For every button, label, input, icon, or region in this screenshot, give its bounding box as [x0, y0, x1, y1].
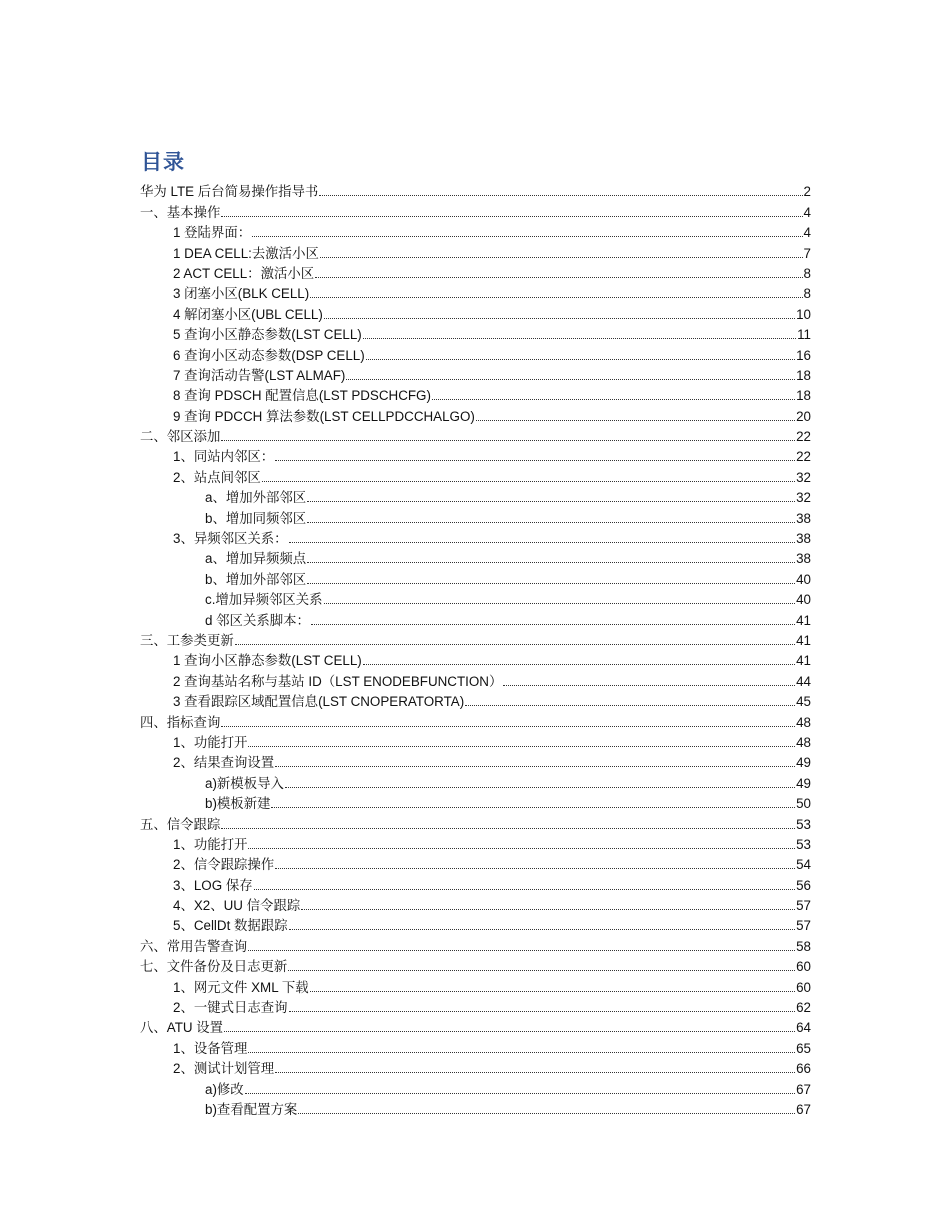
- toc-page-number: 4: [803, 204, 811, 220]
- toc-dot-leader: [271, 807, 795, 808]
- toc-entry-text: 四、指标查询: [140, 714, 221, 730]
- toc-page-number: 50: [796, 796, 811, 812]
- toc-title: 目录: [141, 151, 185, 174]
- toc-dot-leader: [363, 338, 796, 339]
- toc-dot-leader: [320, 257, 803, 258]
- toc-entry[interactable]: [140, 445, 811, 465]
- toc-page-number: 48: [796, 734, 811, 750]
- toc-entry[interactable]: [140, 934, 811, 954]
- toc-entry-text: 7 查询活动告警(LST ALMAF): [173, 367, 346, 383]
- toc-dot-leader: [221, 440, 795, 441]
- toc-entry-text: 2、结果查询设置: [173, 755, 275, 771]
- toc-dot-leader: [324, 603, 796, 604]
- toc-dot-leader: [254, 889, 795, 890]
- toc-entry[interactable]: [140, 180, 811, 200]
- toc-page-number: 64: [796, 1020, 811, 1036]
- toc-page-number: 53: [796, 836, 811, 852]
- toc-entry-text: 9 查询 PDCCH 算法参数(LST CELLPDCCHALGO): [173, 408, 475, 424]
- toc-page-number: 44: [796, 673, 811, 689]
- toc-dot-leader: [307, 501, 795, 502]
- toc-entry-text: 1 DEA CELL:去激活小区: [173, 245, 319, 261]
- toc-page-number: 8: [803, 265, 811, 281]
- toc-entry[interactable]: [140, 996, 811, 1016]
- toc-entry[interactable]: [140, 364, 811, 384]
- toc-dot-leader: [315, 277, 802, 278]
- toc-entry[interactable]: [140, 731, 811, 751]
- toc-entry-text: 2、站点间邻区: [173, 469, 261, 485]
- toc-entry-text: 六、常用告警查询: [140, 938, 248, 954]
- toc-page-number: 22: [796, 449, 811, 465]
- toc-entry[interactable]: [140, 669, 811, 689]
- toc-entry[interactable]: [140, 241, 811, 261]
- toc-page-number: 49: [796, 755, 811, 771]
- toc-entry[interactable]: [140, 200, 811, 220]
- toc-dot-leader: [366, 359, 795, 360]
- toc-dot-leader: [503, 685, 795, 686]
- toc-dot-leader: [252, 236, 802, 237]
- toc-entry[interactable]: [140, 608, 811, 628]
- toc-entry[interactable]: [140, 812, 811, 832]
- toc-page-number: 57: [796, 918, 811, 934]
- toc-dot-leader: [248, 746, 795, 747]
- toc-dot-leader: [275, 460, 795, 461]
- toc-entry-text: a、增加异频频点: [205, 551, 307, 567]
- toc-page-number: 66: [796, 1061, 811, 1077]
- toc-entry-text: b)模板新建: [205, 796, 271, 812]
- toc-entry-text: 华为 LTE 后台简易操作指导书: [140, 184, 319, 200]
- toc-entry-text: 5 查询小区静态参数(LST CELL): [173, 327, 362, 343]
- toc-dot-leader: [275, 868, 795, 869]
- toc-entry[interactable]: [140, 506, 811, 526]
- toc-dot-leader: [285, 787, 795, 788]
- toc-page-number: 57: [796, 898, 811, 914]
- toc-entry-text: 1、设备管理: [173, 1040, 248, 1056]
- toc-page-number: 11: [797, 327, 811, 343]
- toc-entry[interactable]: [140, 975, 811, 995]
- toc-dot-leader: [289, 1011, 796, 1012]
- toc-entry-text: a、增加外部邻区: [205, 490, 307, 506]
- toc-entry-text: 2 查询基站名称与基站 ID（LST ENODEBFUNCTION）: [173, 673, 503, 689]
- toc-entry-text: d 邻区关系脚本：: [205, 612, 310, 628]
- toc-dot-leader: [221, 828, 795, 829]
- toc-entry-text: 4 解闭塞小区(UBL CELL): [173, 306, 323, 322]
- toc-page-number: 53: [796, 816, 811, 832]
- toc-dot-leader: [248, 950, 795, 951]
- toc-entry-text: 5、CellDt 数据跟踪: [173, 918, 288, 934]
- toc-dot-leader: [245, 1093, 795, 1094]
- toc-entry-text: 8 查询 PDSCH 配置信息(LST PDSCHCFG): [173, 388, 431, 404]
- toc-dot-leader: [298, 1113, 795, 1114]
- toc-dot-leader: [363, 664, 795, 665]
- toc-entry-text: 2、信令跟踪操作: [173, 857, 275, 873]
- toc-page-number: 16: [796, 347, 811, 363]
- toc-entry[interactable]: [140, 914, 811, 934]
- toc-dot-leader: [221, 216, 802, 217]
- toc-page-number: 4: [803, 225, 811, 241]
- toc-page-number: 18: [796, 388, 811, 404]
- toc-entry-text: 2 ACT CELL：激活小区: [173, 265, 315, 281]
- toc-dot-leader: [307, 583, 795, 584]
- toc-dot-leader: [275, 766, 795, 767]
- toc-page-number: 54: [796, 857, 811, 873]
- toc-page-number: 60: [796, 959, 811, 975]
- toc-dot-leader: [235, 644, 795, 645]
- toc-dot-leader: [310, 991, 795, 992]
- toc-entry[interactable]: [140, 486, 811, 506]
- toc-entry[interactable]: [140, 1016, 811, 1036]
- toc-entry-text: 七、文件备份及日志更新: [140, 959, 288, 975]
- toc-page-number: 41: [796, 612, 811, 628]
- toc-entry[interactable]: [140, 629, 811, 649]
- toc-entry[interactable]: [140, 873, 811, 893]
- toc-entry-text: 6 查询小区动态参数(DSP CELL): [173, 347, 365, 363]
- toc-entry[interactable]: [140, 425, 811, 445]
- toc-entry[interactable]: [140, 323, 811, 343]
- toc-page-number: 62: [796, 1000, 811, 1016]
- toc-entry[interactable]: [140, 833, 811, 853]
- toc-entry[interactable]: [140, 771, 811, 791]
- toc-page-number: 38: [796, 510, 811, 526]
- toc-entry-text: a)新模板导入: [205, 775, 284, 791]
- toc-entry[interactable]: [140, 343, 811, 363]
- toc-entry[interactable]: [140, 894, 811, 914]
- toc-page-number: 58: [796, 938, 811, 954]
- toc-page-number: 38: [796, 531, 811, 547]
- toc-page-number: 45: [796, 694, 811, 710]
- toc-page-number: 40: [796, 592, 811, 608]
- toc-dot-leader: [310, 297, 802, 298]
- toc-page-number: 20: [796, 408, 811, 424]
- toc-page-number: 49: [796, 775, 811, 791]
- toc-entry-text: 1 登陆界面：: [173, 225, 252, 241]
- toc-dot-leader: [346, 379, 795, 380]
- toc-dot-leader: [248, 1052, 795, 1053]
- toc-entry-text: 1 查询小区静态参数(LST CELL): [173, 653, 362, 669]
- toc-dot-leader: [248, 848, 795, 849]
- toc-dot-leader: [301, 909, 795, 910]
- toc-entry-text: 八、ATU 设置: [140, 1020, 224, 1036]
- toc-entry[interactable]: [140, 547, 811, 567]
- toc-page-number: 40: [796, 571, 811, 587]
- toc-page-number: 41: [796, 653, 811, 669]
- toc-entry[interactable]: [140, 465, 811, 485]
- toc-page-number: 65: [796, 1040, 811, 1056]
- toc-entry[interactable]: [140, 751, 811, 771]
- toc-entry[interactable]: [140, 792, 811, 812]
- toc-list: [140, 180, 811, 1118]
- toc-page-number: 7: [803, 245, 811, 261]
- toc-entry-text: 2、一键式日志查询: [173, 1000, 288, 1016]
- toc-page-number: 48: [796, 714, 811, 730]
- toc-entry-text: 2、测试计划管理: [173, 1061, 275, 1077]
- toc-entry-text: b、增加同频邻区: [205, 510, 307, 526]
- toc-entry-text: 一、基本操作: [140, 204, 221, 220]
- toc-entry-text: 三、工参类更新: [140, 632, 234, 648]
- toc-page-number: 67: [796, 1101, 811, 1117]
- toc-dot-leader: [224, 1031, 795, 1032]
- toc-entry[interactable]: [140, 1077, 811, 1097]
- toc-dot-leader: [311, 624, 795, 625]
- toc-entry-text: 五、信令跟踪: [140, 816, 221, 832]
- toc-entry-text: 3 查看跟踪区域配置信息(LST CNOPERATORTA): [173, 694, 465, 710]
- toc-page-number: 60: [796, 979, 811, 995]
- toc-entry-text: 1、功能打开: [173, 734, 248, 750]
- toc-entry[interactable]: [140, 649, 811, 669]
- toc-dot-leader: [319, 195, 802, 196]
- toc-entry[interactable]: [140, 527, 811, 547]
- toc-dot-leader: [307, 562, 795, 563]
- toc-entry[interactable]: [140, 262, 811, 282]
- toc-entry[interactable]: [140, 853, 811, 873]
- toc-dot-leader: [465, 705, 795, 706]
- toc-page-number: 2: [803, 184, 811, 200]
- toc-entry-text: 3、异频邻区关系：: [173, 531, 288, 547]
- toc-entry-text: 4、X2、UU 信令跟踪: [173, 898, 301, 914]
- toc-entry-text: c.增加异频邻区关系: [205, 592, 323, 608]
- toc-dot-leader: [262, 481, 795, 482]
- toc-entry[interactable]: [140, 588, 811, 608]
- toc-dot-leader: [307, 522, 795, 523]
- toc-dot-leader: [432, 399, 795, 400]
- toc-entry-text: 1、网元文件 XML 下载: [173, 979, 309, 995]
- toc-entry[interactable]: [140, 1098, 811, 1118]
- toc-page-number: 32: [796, 490, 811, 506]
- toc-dot-leader: [221, 726, 795, 727]
- toc-page-number: 41: [796, 632, 811, 648]
- toc-page-number: 67: [796, 1081, 811, 1097]
- toc-entry[interactable]: [140, 710, 811, 730]
- toc-entry-text: 3 闭塞小区(BLK CELL): [173, 286, 310, 302]
- toc-entry-text: 1、功能打开: [173, 836, 248, 852]
- toc-entry[interactable]: [140, 221, 811, 241]
- toc-dot-leader: [289, 542, 796, 543]
- toc-entry[interactable]: [140, 1057, 811, 1077]
- toc-entry[interactable]: [140, 1036, 811, 1056]
- toc-entry[interactable]: [140, 404, 811, 424]
- toc-dot-leader: [476, 420, 795, 421]
- toc-entry[interactable]: [140, 302, 811, 322]
- toc-dot-leader: [275, 1072, 795, 1073]
- toc-entry-text: b)查看配置方案: [205, 1101, 298, 1117]
- toc-dot-leader: [289, 929, 796, 930]
- toc-page-number: 32: [796, 469, 811, 485]
- toc-dot-leader: [324, 318, 795, 319]
- toc-page-number: 22: [796, 429, 811, 445]
- toc-entry-text: b、增加外部邻区: [205, 571, 307, 587]
- toc-page-number: 8: [803, 286, 811, 302]
- toc-entry[interactable]: [140, 567, 811, 587]
- toc-page-number: 18: [796, 367, 811, 383]
- toc-page-number: 38: [796, 551, 811, 567]
- toc-entry[interactable]: [140, 955, 811, 975]
- toc-entry-text: 1、同站内邻区：: [173, 449, 275, 465]
- toc-page-number: 56: [796, 877, 811, 893]
- toc-entry-text: 二、邻区添加: [140, 429, 221, 445]
- toc-entry[interactable]: [140, 282, 811, 302]
- toc-entry-text: 3、LOG 保存: [173, 877, 253, 893]
- toc-page-number: 10: [796, 306, 811, 322]
- toc-dot-leader: [288, 970, 795, 971]
- toc-entry[interactable]: [140, 690, 811, 710]
- toc-entry-text: a)修改: [205, 1081, 244, 1097]
- toc-entry[interactable]: [140, 384, 811, 404]
